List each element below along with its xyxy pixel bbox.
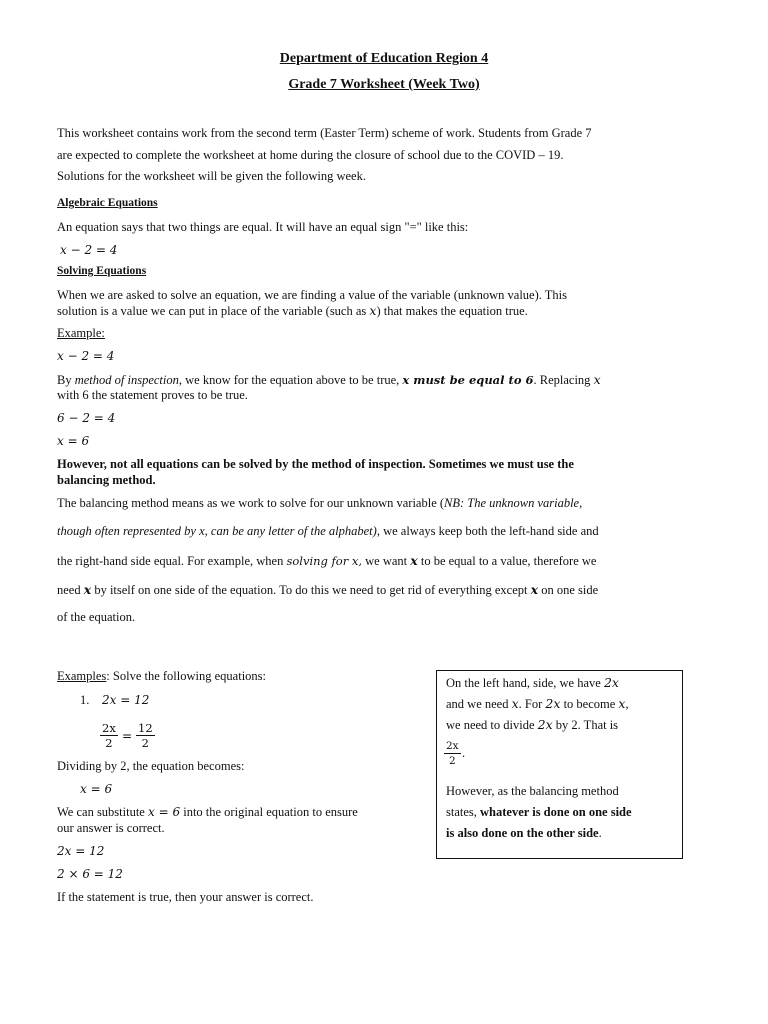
balancing-text-d: we want — [362, 554, 411, 568]
box-line-4: However, as the balancing method — [446, 784, 619, 798]
fraction-left-denominator: 2 — [105, 736, 113, 750]
intro-line-1: This worksheet contains work from the second term (Easter Term) scheme of work. Students from Grade 7 — [57, 126, 592, 140]
box-text-5b: whatever is done on one side — [480, 805, 632, 819]
balancing-line-1 — [57, 496, 582, 511]
examples-heading — [57, 669, 266, 684]
balancing-text-b: , we always keep both the left-hand side and — [376, 524, 599, 538]
inspection-line-1 — [57, 372, 601, 388]
fraction-right-numerator: 12 — [138, 721, 153, 735]
inspection-var: x — [593, 372, 601, 387]
box-text-1b: 2x — [603, 675, 619, 690]
box-line-1 — [446, 675, 619, 691]
fraction-right-denominator: 2 — [141, 736, 149, 750]
box-fraction-dot: . — [462, 746, 466, 760]
box-text-5a: states, — [446, 805, 481, 819]
box-text-2f: x — [618, 696, 626, 711]
inspection-text-a: By — [57, 373, 75, 387]
fraction-left — [100, 721, 118, 750]
solving-line-2-text-a: solution is a value we can put in place of the variable (such as — [57, 304, 370, 318]
balancing-text-h: on one side — [538, 583, 599, 597]
heading-solving-equations: Solving Equations — [57, 265, 147, 277]
box-text-1a: On the left hand, side, we have — [446, 676, 604, 690]
box-text-3c: by 2. That is — [552, 718, 619, 732]
box-text-2e: to become — [560, 697, 619, 711]
result-equation: x = 6 — [80, 782, 113, 796]
example-item-number: 1. — [80, 693, 90, 707]
fraction-equals: = — [122, 729, 133, 743]
balancing-text-a: The balancing method means as we work to solve for our unknown variable ( — [57, 496, 445, 510]
fraction-right — [136, 721, 155, 750]
box-line-3 — [446, 717, 618, 733]
box-text-2c: . For — [518, 697, 546, 711]
dividing-text: Dividing by 2, the equation becomes: — [57, 759, 245, 773]
substitute-text-c: into the original equation to ensure — [180, 805, 358, 819]
solving-line-1: When we are asked to solve an equation, we are finding a value of the variable (unknown value). This — [57, 288, 568, 302]
balancing-line-4 — [57, 582, 598, 598]
verify-equation-2: 2 × 6 = 12 — [57, 867, 123, 881]
solving-line-2-var: x — [369, 303, 377, 318]
solving-line-2 — [57, 303, 528, 319]
balancing-line-5: of the equation. — [57, 610, 136, 624]
box-line-5 — [446, 805, 632, 820]
intro-line-3: Solutions for the worksheet will be given the following week. — [57, 169, 366, 183]
balancing-note-b: though often represented by x, can be any letter of the alphabet) — [57, 524, 377, 538]
solving-line-2-text-b: ) that makes the equation true. — [376, 304, 528, 318]
inspection-method: method of inspection — [74, 373, 179, 387]
example-item-equation: 2x = 12 — [102, 693, 150, 707]
balancing-text-g: by itself on one side of the equation. To do this we need to get rid of everything except — [91, 583, 531, 597]
balancing-text-f: need — [57, 583, 84, 597]
examples-label-rest: : Solve the following equations: — [106, 669, 267, 683]
balancing-solving-for: solving for x, — [286, 554, 363, 568]
verify-equation-1: 2x = 12 — [57, 844, 105, 858]
box-text-2g: , — [625, 697, 629, 711]
box-text-6b: . — [598, 826, 602, 840]
balancing-line-2 — [57, 524, 599, 539]
intro-line-2: are expected to complete the worksheet at home during the closure of school due to the COVID – 19. — [57, 148, 564, 162]
inspection-line-2: with 6 the statement proves to be true. — [57, 388, 248, 402]
balancing-text-e: to be equal to a value, therefore we — [417, 554, 597, 568]
balancing-note-a: NB: The unknown variable, — [444, 496, 583, 510]
fraction-left-numerator: 2x — [102, 721, 116, 735]
heading-algebraic-equations: Algebraic Equations — [57, 197, 158, 209]
inspection-must-equal: x must be equal to 6 — [402, 373, 534, 387]
inspection-text-e: . Replacing — [533, 373, 594, 387]
example-label: Example: — [57, 326, 105, 340]
title-department: Department of Education Region 4 — [279, 51, 489, 66]
balancing-line-3 — [57, 553, 596, 569]
substitute-value: x = 6 — [148, 805, 181, 819]
box-text-6a: is also done on the other side — [446, 826, 599, 840]
algebraic-definition: An equation says that two things are equal. It will have an equal sign "=" like this: — [57, 220, 469, 234]
box-line-6 — [446, 826, 602, 841]
title-worksheet: Grade 7 Worksheet (Week Two) — [288, 77, 480, 92]
check-equation-2: x = 6 — [57, 434, 90, 448]
final-statement: If the statement is true, then your answer is correct. — [57, 890, 314, 904]
box-text-2b: x — [511, 696, 519, 711]
box-fraction-denominator: 2 — [448, 755, 456, 767]
examples-label: Examples — [57, 669, 107, 683]
bold-note-line-1: However, not all equations can be solved by the method of inspection. Sometimes we must use the — [57, 457, 574, 471]
box-text-2d: 2x — [545, 696, 561, 711]
box-line-2 — [446, 696, 629, 712]
balancing-var-1: x — [410, 553, 418, 568]
check-equation-1: 6 − 2 = 4 — [57, 411, 116, 425]
example-equation: x − 2 = 4 — [57, 349, 115, 363]
box-text-3b: 2x — [537, 717, 553, 732]
box-fraction — [444, 739, 461, 768]
substitute-text-a: We can substitute — [57, 805, 148, 819]
box-text-2a: and we need — [446, 697, 512, 711]
algebraic-equation: x − 2 = 4 — [60, 243, 118, 257]
substitute-line-1 — [57, 805, 358, 820]
inspection-text-c: , we know for the equation above to be true, — [178, 373, 403, 387]
bold-note-line-2: balancing method. — [57, 473, 156, 487]
box-text-3a: we need to divide — [446, 718, 538, 732]
box-fraction-numerator: 2x — [446, 740, 459, 752]
substitute-line-2: our answer is correct. — [57, 821, 165, 835]
balancing-var-3: x — [530, 582, 539, 597]
balancing-var-2: x — [83, 582, 92, 597]
balancing-text-c: the right-hand side equal. For example, when — [57, 554, 287, 568]
